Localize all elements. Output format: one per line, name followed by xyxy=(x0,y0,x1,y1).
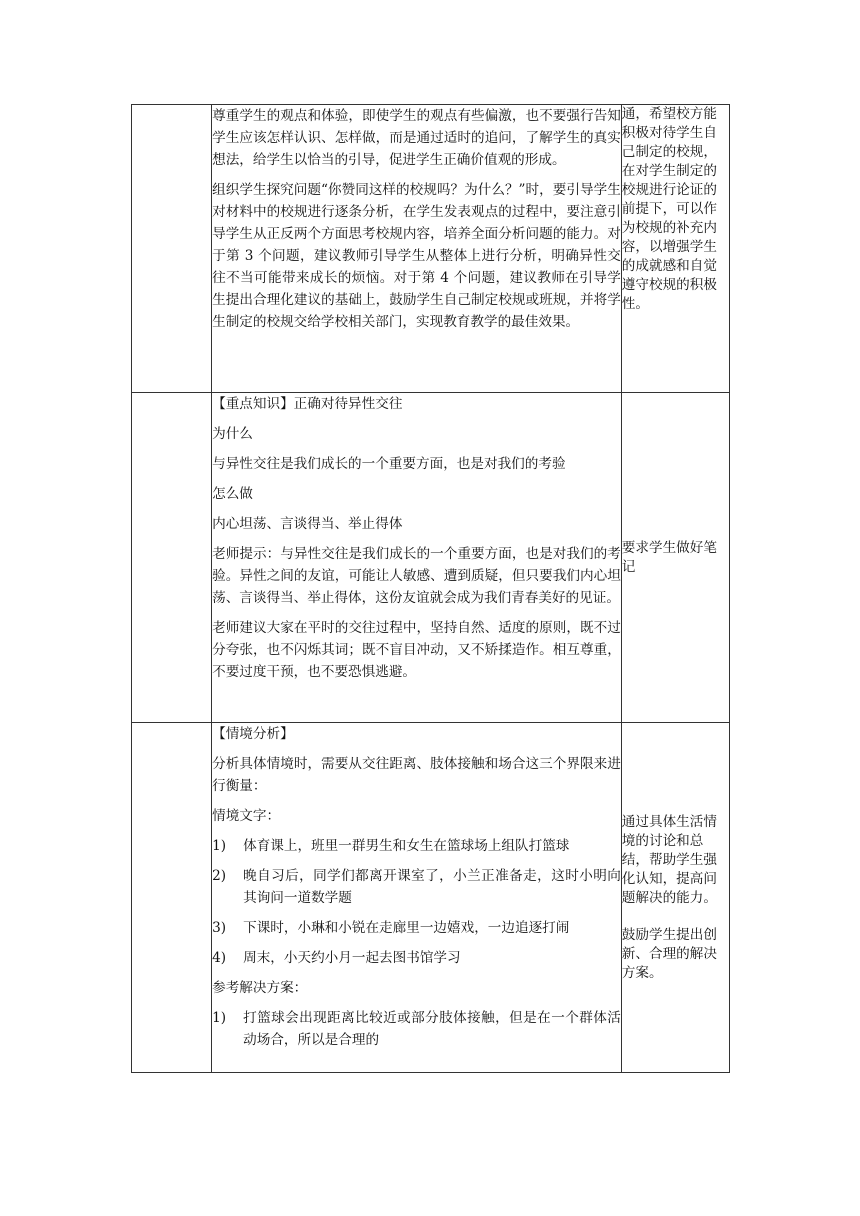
paragraph: 尊重学生的观点和体验，即使学生的观点有些偏激，也不要强行告知学生应该怎样认识、怎样做，而是通过适时的追问，了解学生的真实想法，给学生以恰当的引导，促进学生正确价值观的形成。 xyxy=(212,108,621,168)
list-item xyxy=(212,1007,621,1051)
intent-text: 要求学生做好笔记 xyxy=(621,539,717,575)
intent-text: 通，希望校方能积极对待学生自己制定的校规，在对学生制定的校规进行论证的前提下，可以作为校规的补充内容，以增强学生的成就感和自觉遵守校规的积极性。 xyxy=(621,106,717,312)
paragraph: 分析具体情境时，需要从交往距离、肢体接触和场合这三个界限来进行衡量： xyxy=(212,756,621,794)
list-number: 3) xyxy=(212,920,227,936)
list-text: 体育课上，班里一群男生和女生在篮球场上组队打篮球 xyxy=(243,838,570,854)
activity-cell xyxy=(212,393,622,723)
list-number: 1) xyxy=(212,1010,227,1026)
paragraph: 老师提示：与异性交往是我们成长的一个重要方面，也是对我们的考验。异性之间的友谊，可能让人敏感、遭到质疑，但只要我们内心坦荡、言谈得当、举止得体，这份友谊就会成为我们青春美好的见证。 xyxy=(212,546,621,606)
list-item xyxy=(212,947,621,969)
list-item xyxy=(212,917,621,939)
table-row xyxy=(132,105,730,393)
list-number: 4) xyxy=(212,950,227,966)
section-heading: 【重点知识】正确对待异性交往 xyxy=(212,396,403,412)
activity-cell xyxy=(212,105,622,393)
paragraph: 与异性交往是我们成长的一个重要方面，也是对我们的考验 xyxy=(212,456,566,472)
list-number: 2) xyxy=(212,868,227,884)
stage-cell xyxy=(132,393,212,723)
intent-text: 通过具体生活情境的讨论和总结，帮助学生强化认知，提高问题解决的能力。 xyxy=(621,813,717,906)
list-text: 打篮球会出现距离比较近或部分肢体接触，但是在一个群体活动场合，所以是合理的 xyxy=(243,1010,621,1048)
spacer xyxy=(622,908,729,926)
paragraph: 情境文字： xyxy=(212,808,281,824)
intent-cell xyxy=(621,393,729,723)
section-heading: 【情境分析】 xyxy=(212,726,294,742)
intent-cell xyxy=(621,105,729,393)
paragraph: 参考解决方案： xyxy=(212,980,308,996)
list-text: 周末，小天约小月一起去图书馆学习 xyxy=(243,950,461,966)
intent-text: 鼓励学生提出创新、合理的解决方案。 xyxy=(621,926,717,981)
list-text: 下课时，小琳和小锐在走廊里一边嬉戏，一边追逐打闹 xyxy=(243,920,570,936)
list-item xyxy=(212,835,621,857)
paragraph: 组织学生探究问题“你赞同这样的校规吗？为什么？”时，要引导学生对材料中的校规进行逐条分析，在学生发表观点的过程中，要注意引导学生从正反两个方面思考校规内容，培养全面分析问题的能力。对于第 3 个问题，建议教师引导学生从整体上进行分析，明确异性交往不当可能带来成长的烦恼。对于第 4 个问题，建议教师在引导学生提出合理化建议的基础上，鼓励学生自己制定校规或班规，并将学生制定的校规交给学校相关部门，实现教育教学的最佳效果。 xyxy=(212,182,621,330)
activity-cell xyxy=(212,723,622,1073)
paragraph: 老师建议大家在平时的交往过程中，坚持自然、适度的原则，既不过分夸张，也不闪烁其词；既不盲目冲动，又不矫揉造作。相互尊重，不要过度干预，也不要恐惧逃避。 xyxy=(212,620,621,680)
stage-cell xyxy=(132,105,212,393)
paragraph: 内心坦荡、言谈得当、举止得体 xyxy=(212,516,403,532)
table-row xyxy=(132,723,730,1073)
table-row xyxy=(132,393,730,723)
list-item xyxy=(212,865,621,909)
list-number: 1) xyxy=(212,838,227,854)
paragraph: 为什么 xyxy=(212,426,253,442)
stage-cell xyxy=(132,723,212,1073)
lesson-plan-table xyxy=(131,104,730,1073)
list-text: 晚自习后，同学们都离开课室了，小兰正准备走，这时小明向其询问一道数学题 xyxy=(243,868,621,906)
intent-cell xyxy=(621,723,729,1073)
paragraph: 怎么做 xyxy=(212,486,253,502)
